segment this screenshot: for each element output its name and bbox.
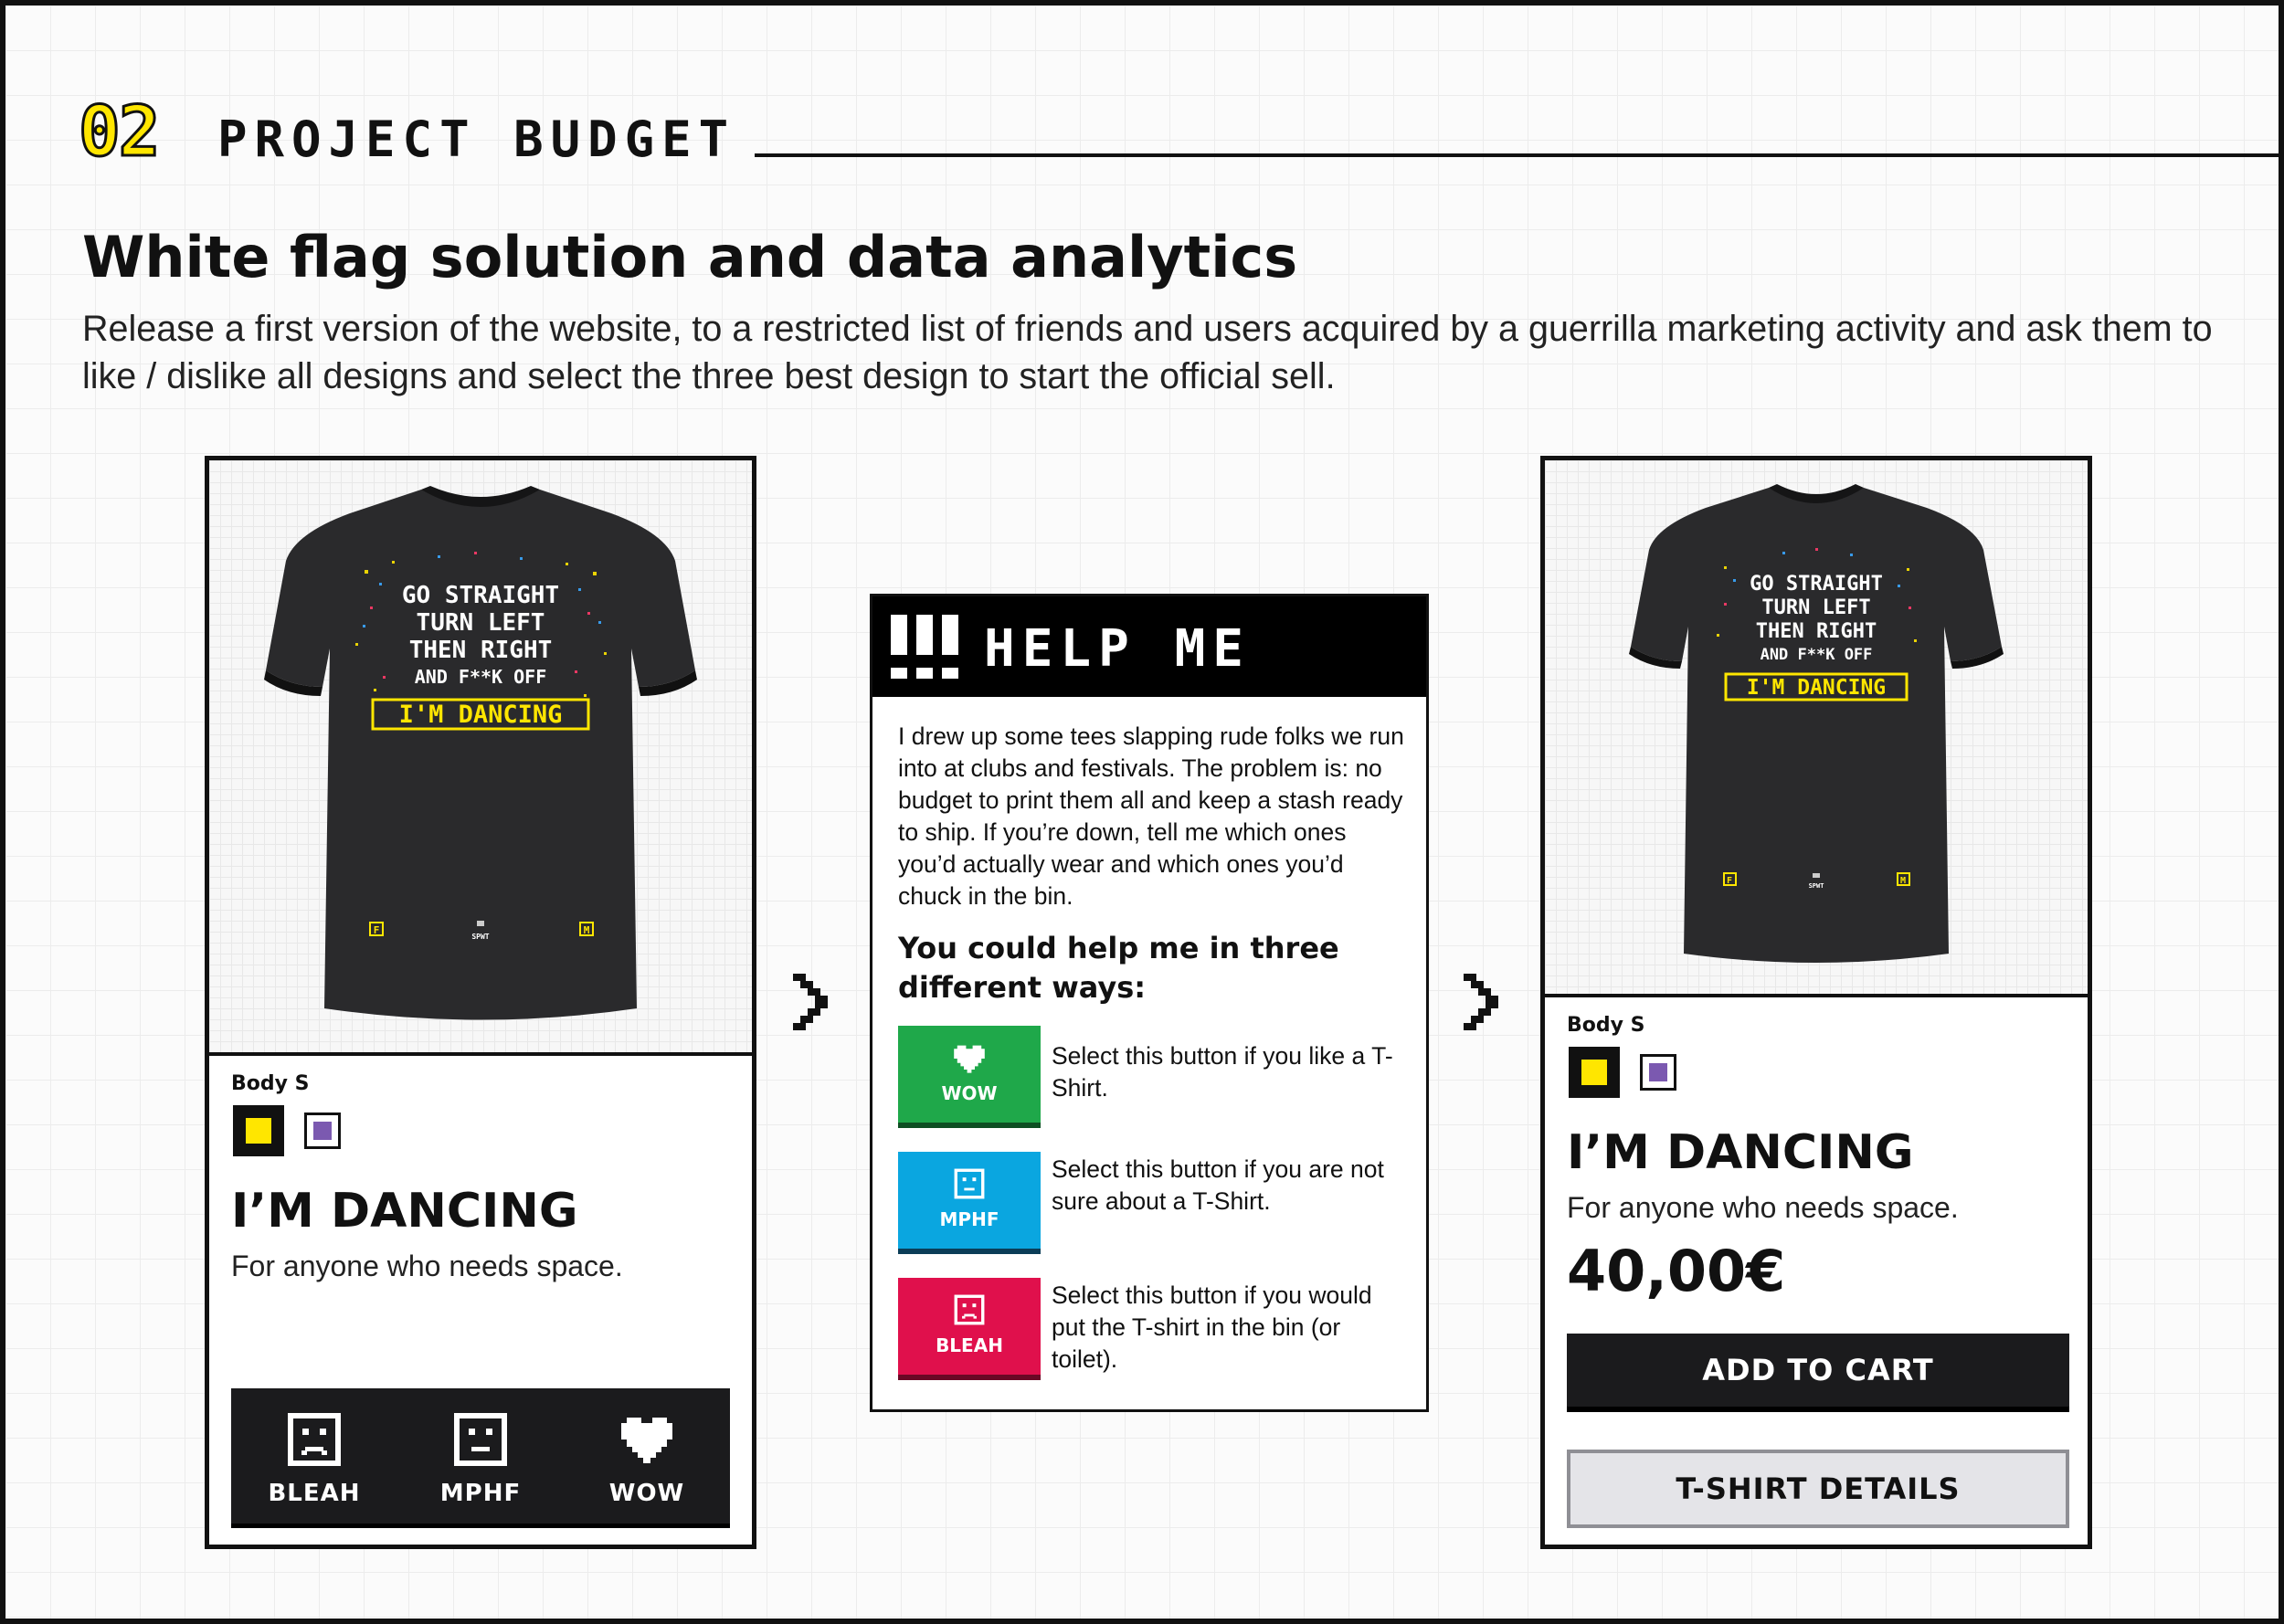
tee-line-4: AND F**K OFF bbox=[1760, 646, 1873, 664]
vote-bleah-label: BLEAH bbox=[268, 1480, 361, 1507]
tee-line-3: THEN RIGHT bbox=[1755, 620, 1877, 643]
heart-icon bbox=[619, 1412, 674, 1467]
legend-bleah-button bbox=[898, 1278, 1041, 1380]
product-subtitle: For anyone who needs space. bbox=[1567, 1191, 1959, 1224]
product-image[interactable] bbox=[1545, 460, 2088, 997]
legend-bleah-text: Select this button if you would put the T-shirt in the bin (or toilet). bbox=[1052, 1281, 1372, 1373]
section-title: PROJECT BUDGET bbox=[217, 111, 736, 168]
legend-mphf-text: Select this button if you are not sure about a T-Shirt. bbox=[1052, 1155, 1384, 1215]
tee-corner-right: M bbox=[583, 924, 590, 936]
legend-mphf-label: MPHF bbox=[939, 1208, 999, 1230]
product-name: I’M DANCING bbox=[231, 1184, 578, 1239]
tee-label: SPWT bbox=[471, 933, 490, 941]
tee-line-1: GO STRAIGHT bbox=[1750, 573, 1883, 596]
help-subtitle: You could help me in three different ways: bbox=[898, 931, 1339, 1005]
product-card-voting bbox=[205, 456, 756, 1549]
exclamation-icon bbox=[889, 615, 962, 682]
vote-wow-label: WOW bbox=[608, 1480, 685, 1507]
product-subtitle: For anyone who needs space. bbox=[231, 1250, 623, 1282]
product-card-shop bbox=[1540, 456, 2092, 1549]
tee-corner-left: F bbox=[1726, 876, 1733, 886]
help-text: I drew up some tees slapping rude folks we run into at clubs and festivals. The problem is: no budget to print them all and keep a stash ready to ship. If you’re down, tell me which ones you’d actually wear and which ones you’d chuck in the bin. bbox=[898, 722, 1404, 910]
neutral-face-icon bbox=[954, 1168, 985, 1199]
product-price: 40,00€ bbox=[1567, 1238, 1786, 1304]
tee-line-4: AND F**K OFF bbox=[414, 666, 547, 688]
sad-face-icon bbox=[287, 1412, 342, 1467]
help-title: HELP ME bbox=[984, 619, 1252, 679]
size-label: Body S bbox=[231, 1072, 310, 1095]
vote-mphf-label: MPHF bbox=[439, 1480, 522, 1507]
tee-line-2: TURN LEFT bbox=[416, 609, 545, 637]
section-divider bbox=[755, 153, 2284, 157]
neutral-face-icon bbox=[453, 1412, 508, 1467]
color-swatch-yellow[interactable] bbox=[233, 1105, 284, 1156]
sad-face-icon bbox=[954, 1294, 985, 1325]
tee-band: I'M DANCING bbox=[398, 701, 563, 729]
section-number: 02 bbox=[79, 90, 159, 172]
tee-line-2: TURN LEFT bbox=[1761, 596, 1871, 619]
arrow-right-icon bbox=[793, 974, 833, 1030]
legend-wow-label: WOW bbox=[941, 1082, 998, 1104]
color-swatch-yellow[interactable] bbox=[1569, 1047, 1620, 1098]
tee-label: SPWT bbox=[1808, 882, 1824, 890]
page-title: White flag solution and data analytics bbox=[82, 224, 1298, 290]
vote-bar bbox=[231, 1388, 730, 1528]
tee-line-3: THEN RIGHT bbox=[408, 637, 553, 664]
tee-corner-left: F bbox=[373, 924, 380, 936]
product-name: I’M DANCING bbox=[1567, 1125, 1914, 1180]
vote-mphf-button[interactable] bbox=[397, 1388, 564, 1524]
page-description: Release a first version of the website, to a restricted list of friends and users acquired by a guerrilla marketing activity and ask them to like / dislike all designs and select the three best design to start the official sell. bbox=[82, 309, 2213, 396]
tshirt-illustration bbox=[209, 460, 752, 1052]
tshirt-illustration bbox=[1545, 460, 2088, 994]
product-image[interactable] bbox=[209, 460, 752, 1056]
help-header bbox=[872, 596, 1426, 697]
tee-line-1: GO STRAIGHT bbox=[401, 582, 560, 609]
legend-mphf-button bbox=[898, 1152, 1041, 1254]
help-card bbox=[870, 594, 1429, 1412]
tee-corner-right: M bbox=[1899, 876, 1907, 886]
color-swatch-purple[interactable] bbox=[1640, 1054, 1676, 1091]
tee-band: I'M DANCING bbox=[1746, 676, 1887, 700]
legend-bleah-label: BLEAH bbox=[936, 1334, 1003, 1356]
add-to-cart-button[interactable]: ADD TO CART bbox=[1567, 1334, 2069, 1412]
color-swatch-purple[interactable] bbox=[304, 1113, 341, 1149]
size-label: Body S bbox=[1567, 1014, 1645, 1037]
heart-icon bbox=[953, 1042, 986, 1075]
arrow-right-icon-2 bbox=[1464, 974, 1504, 1030]
vote-wow-button[interactable] bbox=[564, 1388, 730, 1524]
legend-wow-button bbox=[898, 1026, 1041, 1128]
section-header bbox=[79, 90, 2284, 172]
vote-bleah-button[interactable] bbox=[231, 1388, 397, 1524]
legend-wow-text: Select this button if you like a T-Shirt. bbox=[1052, 1042, 1393, 1102]
tshirt-details-button[interactable]: T-SHIRT DETAILS bbox=[1567, 1450, 2069, 1528]
